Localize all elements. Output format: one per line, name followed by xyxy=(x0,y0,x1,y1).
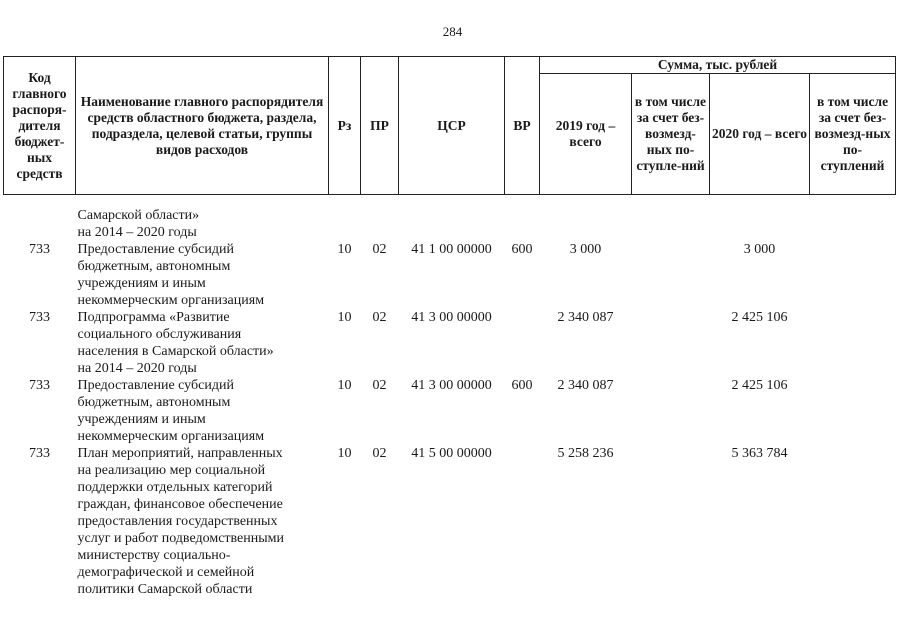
cell-csr: 41 3 00 00000 xyxy=(411,378,492,393)
cell-name xyxy=(76,207,329,241)
table-row xyxy=(4,241,896,309)
cell-2019-free xyxy=(632,445,710,598)
cell-2020-free xyxy=(810,445,896,598)
cell-2020-total: 3 000 xyxy=(743,242,776,257)
cell-2020-free xyxy=(810,309,896,377)
cell-code: 733 xyxy=(29,378,50,393)
cell-2019-free xyxy=(632,309,710,377)
cell-2020-total: 5 363 784 xyxy=(731,446,788,461)
header-vr: ВР xyxy=(505,57,540,195)
cell-2019-free xyxy=(632,241,710,309)
cell-2019-free xyxy=(632,377,710,445)
header-2020-total: 2020 год – всего xyxy=(710,74,810,195)
header-csr: ЦСР xyxy=(399,57,505,195)
cell-csr: 41 3 00 00000 xyxy=(411,310,492,325)
header-2019-free: в том числе за счет без-возмезд-ных по-ступле-ний xyxy=(632,74,710,195)
header-code: Код главного распоря-дителя бюджет-ных средств xyxy=(4,57,76,195)
name-line: Самарской области» xyxy=(77,208,200,223)
table-row xyxy=(4,445,896,598)
name-line: Предоставление субсидий xyxy=(77,242,234,257)
cell-2020-free xyxy=(810,207,896,241)
name-line: министерству социально- xyxy=(77,548,231,563)
cell-code: 733 xyxy=(29,446,50,461)
name-line: учреждениям и иным xyxy=(77,412,206,427)
cell-rz: 10 xyxy=(337,378,352,393)
cell-name xyxy=(76,377,329,445)
header-rz: Рз xyxy=(329,57,361,195)
table-body xyxy=(4,195,896,599)
name-line: Подпрограмма «Развитие xyxy=(77,310,230,325)
cell-2020-free xyxy=(810,241,896,309)
cell-vr xyxy=(505,445,540,598)
name-line: социального обслуживания xyxy=(77,327,242,342)
name-line: учреждениям и иным xyxy=(77,276,206,291)
name-line: на 2014 – 2020 годы xyxy=(77,361,197,376)
cell-2019-free xyxy=(632,207,710,241)
cell-vr: 600 xyxy=(511,378,533,393)
cell-2020-total: 2 425 106 xyxy=(731,310,788,325)
name-line: политики Самарской области xyxy=(77,582,253,597)
header-2020-free: в том числе за счет без-возмезд-ных по-ступлений xyxy=(810,74,896,195)
cell-rz: 10 xyxy=(337,242,352,257)
name-line: План мероприятий, направленных xyxy=(77,446,283,461)
name-line: Предоставление субсидий xyxy=(77,378,234,393)
cell-2020-total: 2 425 106 xyxy=(731,378,788,393)
cell-pr: 02 xyxy=(372,310,387,325)
table-row xyxy=(4,207,896,241)
cell-name xyxy=(76,241,329,309)
cell-vr xyxy=(505,207,540,241)
header-sum: Сумма, тыс. рублей xyxy=(540,57,896,74)
header-name: Наименование главного распорядителя средств областного бюджета, раздела, подраздела, целевой статьи, группы видов расходов xyxy=(76,57,329,195)
budget-table xyxy=(3,56,896,598)
name-line: демографической и семейной xyxy=(77,565,255,580)
name-line: некоммерческим организациям xyxy=(77,429,265,444)
cell-2019-total: 2 340 087 xyxy=(557,310,614,325)
cell-code: 733 xyxy=(29,310,50,325)
name-line: некоммерческим организациям xyxy=(77,293,265,308)
cell-csr xyxy=(399,207,505,241)
cell-rz: 10 xyxy=(337,310,352,325)
cell-2019-total: 3 000 xyxy=(569,242,602,257)
name-line: услуг и работ подведомственными xyxy=(77,531,285,546)
cell-csr: 41 1 00 00000 xyxy=(411,242,492,257)
header-2019-total: 2019 год – всего xyxy=(540,74,632,195)
table-header xyxy=(4,57,896,195)
cell-name xyxy=(76,309,329,377)
name-line: населения в Самарской области» xyxy=(77,344,274,359)
cell-pr: 02 xyxy=(372,446,387,461)
cell-2020-total xyxy=(710,207,810,241)
cell-rz xyxy=(329,207,361,241)
cell-2019-total: 5 258 236 xyxy=(557,446,614,461)
name-line: бюджетным, автономным xyxy=(77,395,231,410)
cell-code xyxy=(4,207,76,241)
cell-code: 733 xyxy=(29,242,50,257)
cell-name xyxy=(76,445,329,598)
name-line: на реализацию мер социальной xyxy=(77,463,266,478)
cell-csr: 41 5 00 00000 xyxy=(411,446,492,461)
name-line: предоставления государственных xyxy=(77,514,278,529)
name-line: поддержки отдельных категорий xyxy=(77,480,273,495)
cell-2020-free xyxy=(810,377,896,445)
cell-pr xyxy=(361,207,399,241)
cell-vr xyxy=(505,309,540,377)
name-line: бюджетным, автономным xyxy=(77,259,231,274)
cell-vr: 600 xyxy=(511,242,533,257)
cell-pr: 02 xyxy=(372,378,387,393)
table-row xyxy=(4,309,896,377)
cell-2019-total: 2 340 087 xyxy=(557,378,614,393)
cell-2019-total xyxy=(540,207,632,241)
page-number: 284 xyxy=(442,24,463,39)
name-line: на 2014 – 2020 годы xyxy=(77,225,197,240)
table-row xyxy=(4,377,896,445)
header-pr: ПР xyxy=(361,57,399,195)
cell-rz: 10 xyxy=(337,446,352,461)
name-line: граждан, финансовое обеспечение xyxy=(77,497,283,512)
cell-pr: 02 xyxy=(372,242,387,257)
